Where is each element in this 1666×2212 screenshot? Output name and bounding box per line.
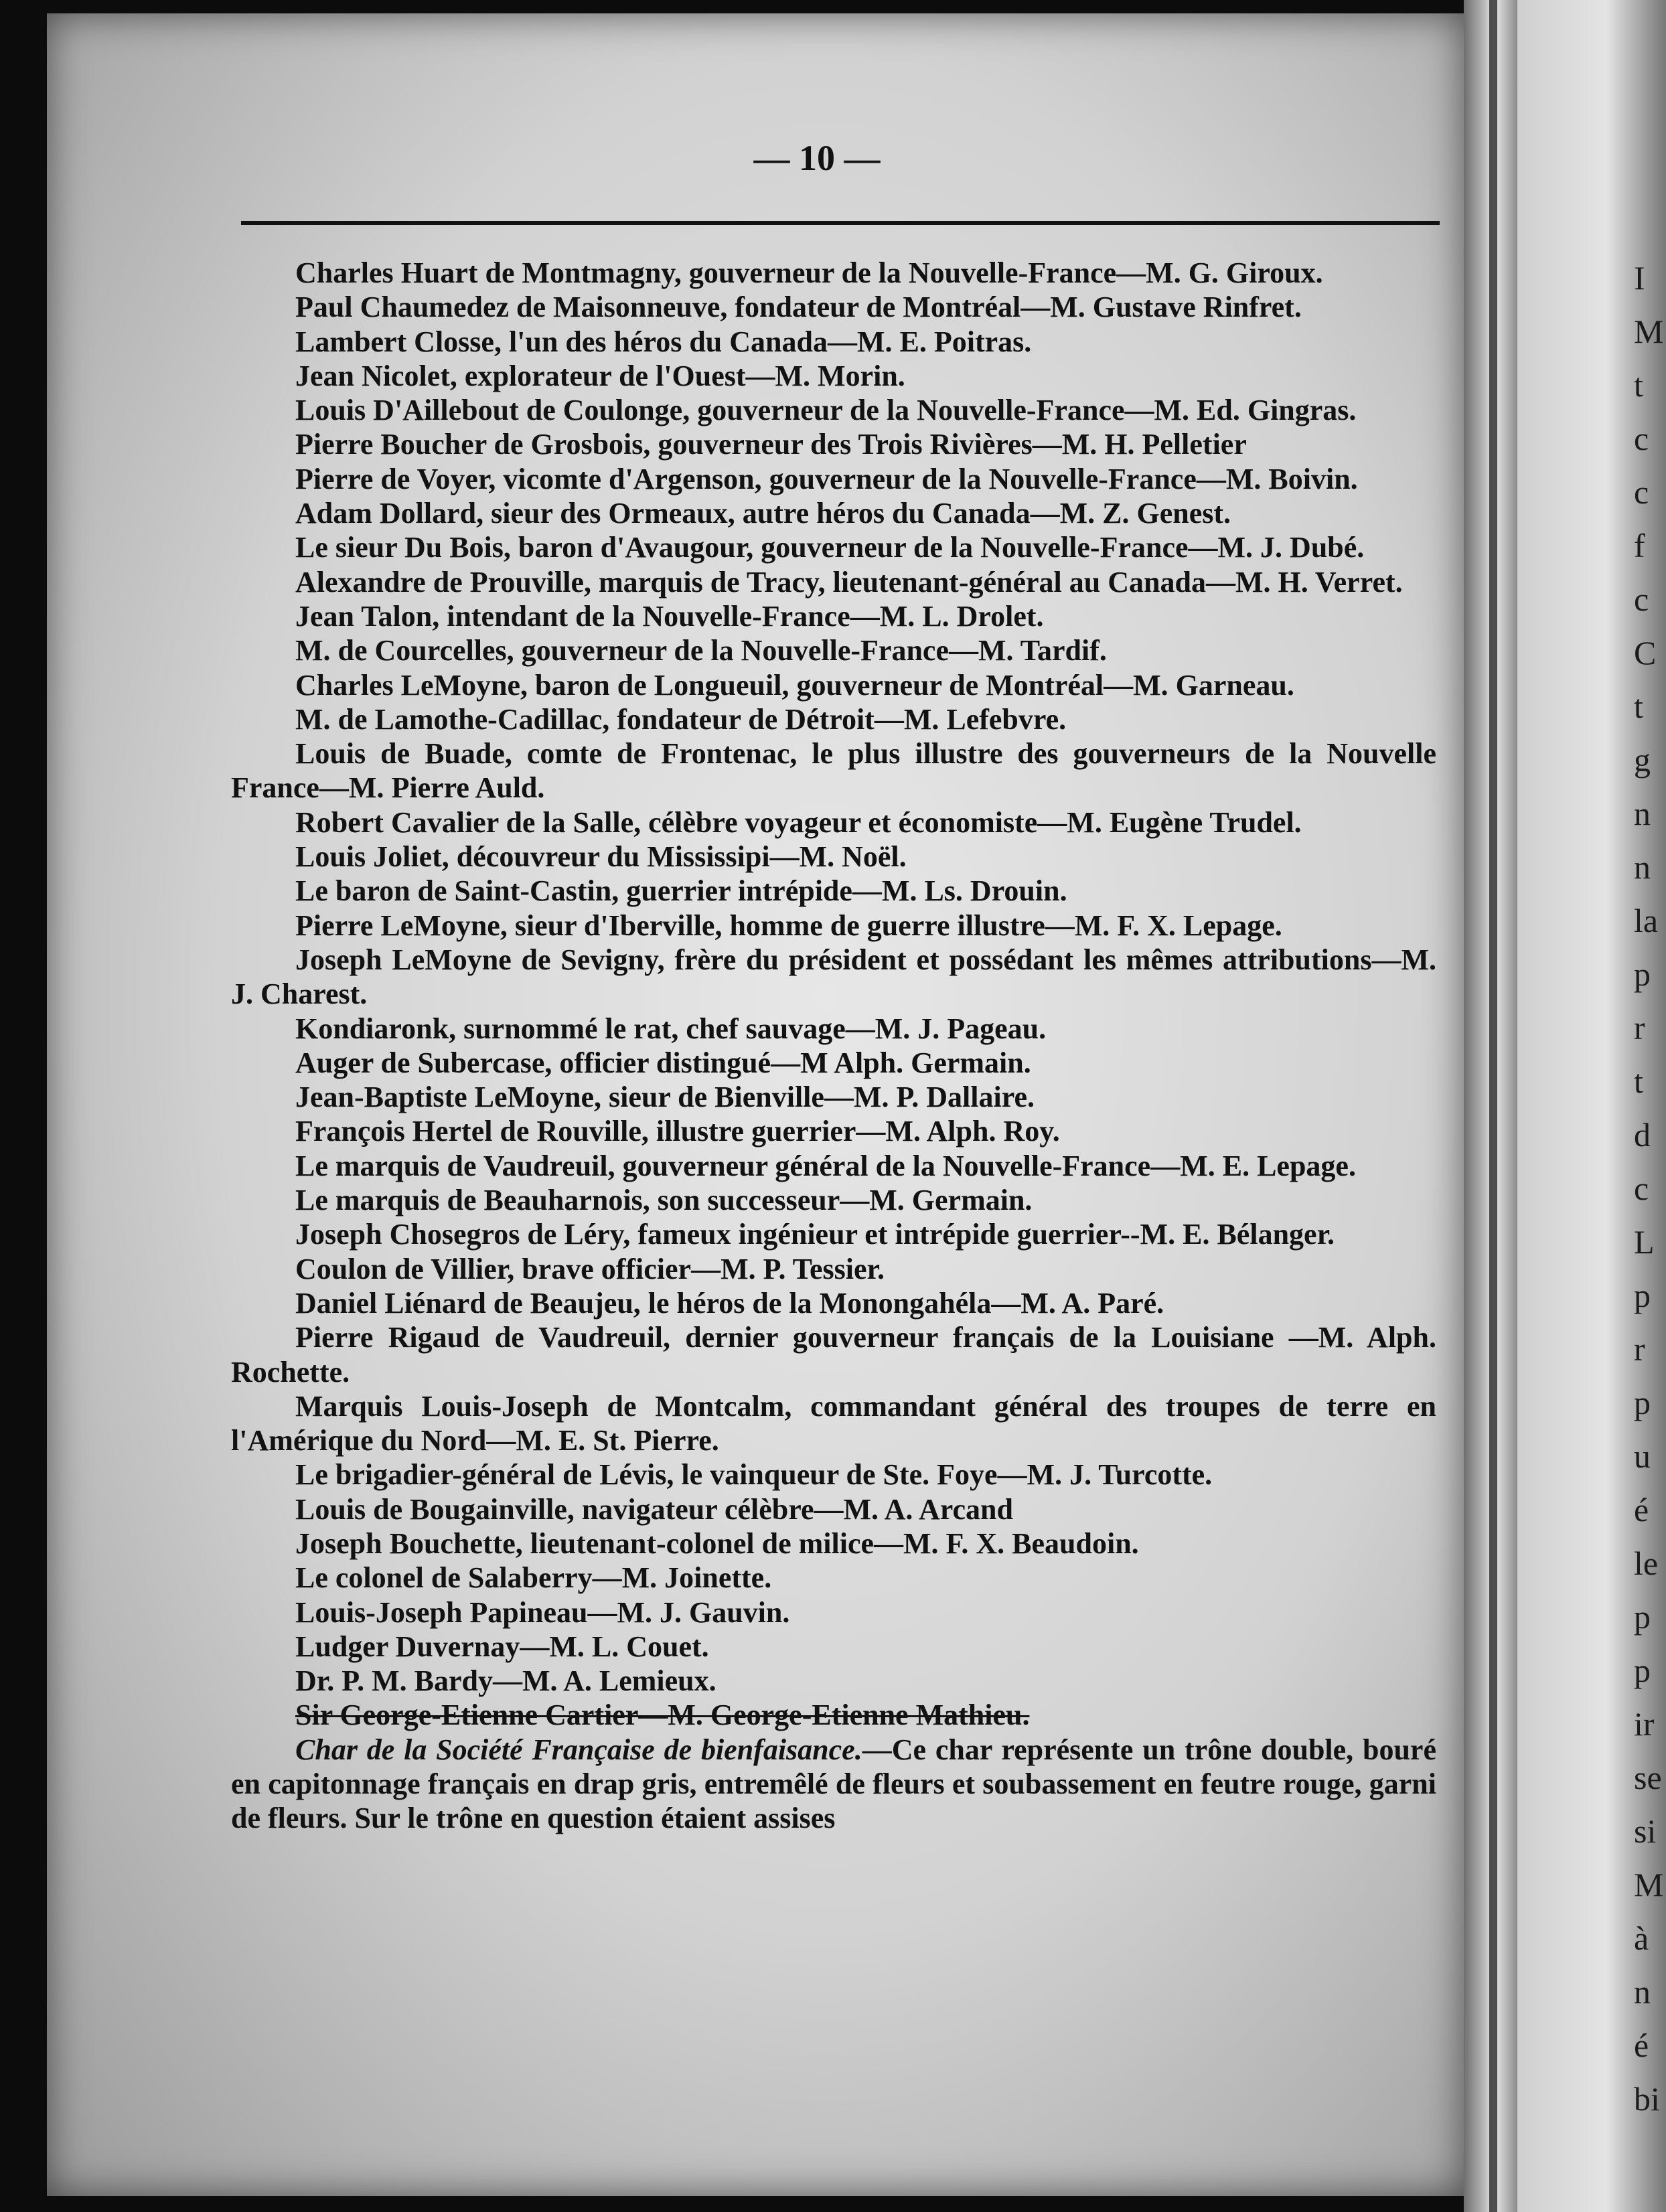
entry-line: Pierre LeMoyne, sieur d'Iberville, homme de guerre illustre—M. F. X. Lepage.	[295, 908, 1282, 942]
entry-line: Lambert Closse, l'un des héros du Canada—M. E. Poitras.	[295, 325, 1032, 358]
facing-page-fragment: I	[1634, 259, 1645, 297]
entry-line: Le sieur Du Bois, baron d'Avaugour, gouverneur de la Nouvelle-France—M. J. Dubé.	[295, 531, 1365, 564]
entry-line: Ludger Duvernay—M. L. Couet.	[295, 1630, 709, 1663]
facing-page-fragment: é	[1634, 2027, 1649, 2064]
entry-line: Pierre Rigaud de Vaudreuil, dernier gouverneur français de la Louisiane —M. Alph. Rochette.	[231, 1321, 1436, 1389]
header-rule	[241, 221, 1440, 225]
entry-line: Alexandre de Prouville, marquis de Tracy, lieutenant-général au Canada—M. H. Verret.	[295, 565, 1403, 599]
facing-page-fragment: t	[1634, 366, 1643, 404]
facing-page-fragment: p	[1634, 1652, 1651, 1689]
entry-line: Marquis Louis-Joseph de Montcalm, commandant général des troupes de terre en l'Amérique du Nord—M. E. St. Pierre.	[231, 1389, 1436, 1457]
facing-page-fragment: c	[1634, 580, 1649, 618]
entry-line: Jean Nicolet, explorateur de l'Ouest—M. Morin.	[295, 359, 905, 392]
entry-line: Joseph LeMoyne de Sevigny, frère du président et possédant les mêmes attributions—M. J. Charest.	[231, 943, 1436, 1011]
facing-page-fragment: n	[1634, 1973, 1651, 2010]
entry-line: Le marquis de Beauharnois, son successeur—M. Germain.	[295, 1184, 1033, 1217]
facing-page-fragment: r	[1634, 1009, 1645, 1046]
entry-line: Charles Huart de Montmagny, gouverneur de la Nouvelle-France—M. G. Giroux.	[295, 256, 1323, 289]
entry-line: Le baron de Saint-Castin, guerrier intrépide—M. Ls. Drouin.	[295, 874, 1067, 908]
gutter-shadow	[1489, 0, 1497, 2212]
page-number: — 10 —	[753, 138, 881, 178]
entry-line: Le colonel de Salaberry—M. Joinette.	[295, 1561, 772, 1595]
facing-page-fragment: d	[1634, 1116, 1651, 1154]
closing-paragraph	[231, 1733, 1436, 1836]
entry-line: François Hertel de Rouville, illustre guerrier—M. Alph. Roy.	[295, 1115, 1060, 1148]
facing-page-fragment: p	[1634, 1277, 1651, 1314]
entry-line: Pierre de Voyer, vicomte d'Argenson, gouverneur de la Nouvelle-France—M. Boivin.	[295, 462, 1358, 495]
entry-line: Charles LeMoyne, baron de Longueuil, gouverneur de Montréal—M. Garneau.	[295, 668, 1294, 702]
facing-page-fragment: bi	[1634, 2080, 1660, 2118]
facing-page-fragment: t	[1634, 688, 1643, 725]
entry-line: Robert Cavalier de la Salle, célèbre voyageur et économiste—M. Eugène Trudel.	[295, 805, 1302, 839]
facing-page-fragment: L	[1634, 1223, 1655, 1261]
facing-page-fragment: c	[1634, 473, 1649, 511]
entry-line: Daniel Liénard de Beaujeu, le héros de la Monongahéla—M. A. Paré.	[295, 1286, 1164, 1320]
entry-line: Jean Talon, intendant de la Nouvelle-France—M. L. Drolet.	[295, 599, 1044, 633]
entries-list	[231, 256, 1436, 1836]
facing-page-fragment: si	[1634, 1812, 1657, 1850]
entry-line: Louis de Bougainville, navigateur célèbre—M. A. Arcand	[295, 1492, 1013, 1526]
facing-page-fragment: M	[1634, 313, 1664, 350]
facing-page-fragment: p	[1634, 1384, 1651, 1421]
facing-page-fragment: é	[1634, 1491, 1649, 1528]
entry-line: Auger de Subercase, officier distingué—M Alph. Germain.	[295, 1046, 1031, 1079]
entry-line: Joseph Bouchette, lieutenant-colonel de milice—M. F. X. Beaudoin.	[295, 1526, 1139, 1560]
entry-line: Louis de Buade, comte de Frontenac, le plus illustre des gouverneurs de la Nouvelle France—M. Pierre Auld.	[231, 737, 1436, 805]
entry-line: Pierre Boucher de Grosbois, gouverneur des Trois Rivières—M. H. Pelletier	[295, 428, 1247, 461]
facing-page-fragment: n	[1634, 795, 1651, 832]
facing-page-fragment: le	[1634, 1545, 1659, 1582]
facing-page-fragment: à	[1634, 1919, 1649, 1957]
entry-line: Sir George-Etienne Cartier—M. George-Etienne Mathieu.	[295, 1698, 1030, 1732]
facing-page-fragment: ir	[1634, 1705, 1655, 1743]
facing-page-fragment: n	[1634, 848, 1651, 886]
entry-line: Adam Dollard, sieur des Ormeaux, autre héros du Canada—M. Z. Genest.	[295, 497, 1231, 530]
facing-page-fragment: C	[1634, 634, 1657, 672]
left-page	[47, 13, 1464, 2196]
facing-page-fragment: se	[1634, 1759, 1662, 1796]
entry-line: Louis-Joseph Papineau—M. J. Gauvin.	[295, 1595, 790, 1629]
closing-text: —Ce char représente un trône double, bouré en capitonnage français en drap gris, entremêlé de fleurs et soubassement en feutre rouge, garni de fleurs. Sur le trône en question étaient assises	[231, 1733, 1436, 1835]
entry-line: M. de Lamothe-Cadillac, fondateur de Détroit—M. Lefebvre.	[295, 702, 1067, 736]
entry-line: Joseph Chosegros de Léry, fameux ingénieur et intrépide guerrier--M. E. Bélanger.	[295, 1218, 1335, 1251]
facing-page-fragment: g	[1634, 741, 1651, 779]
facing-page-fragment: c	[1634, 1170, 1649, 1207]
entry-line: Coulon de Villier, brave officier—M. P. Tessier.	[295, 1252, 885, 1285]
facing-page-fragment: p	[1634, 955, 1651, 993]
entry-line: Le marquis de Vaudreuil, gouverneur général de la Nouvelle-France—M. E. Lepage.	[295, 1149, 1356, 1182]
facing-page-fragment: p	[1634, 1598, 1651, 1636]
facing-page-fragment: r	[1634, 1330, 1645, 1368]
entry-line: Louis Joliet, découvreur du Mississipi—M. Noël.	[295, 840, 907, 874]
entry-line: M. de Courcelles, gouverneur de la Nouvelle-France—M. Tardif.	[295, 634, 1107, 667]
entry-line: Louis D'Aillebout de Coulonge, gouverneur de la Nouvelle-France—M. Ed. Gingras.	[295, 394, 1357, 427]
facing-page-fragment: M	[1634, 1866, 1664, 1903]
facing-page-fragment: f	[1634, 527, 1645, 564]
entry-line: Jean-Baptiste LeMoyne, sieur de Bienville—M. P. Dallaire.	[295, 1081, 1035, 1114]
facing-page-fragment: t	[1634, 1062, 1643, 1100]
entry-line: Le brigadier-général de Lévis, le vainqueur de Ste. Foye—M. J. Turcotte.	[295, 1458, 1213, 1492]
entry-line: Paul Chaumedez de Maisonneuve, fondateur de Montréal—M. Gustave Rinfret.	[295, 291, 1302, 324]
entry-line: Kondiaronk, surnommé le rat, chef sauvage—M. J. Pageau.	[295, 1012, 1047, 1045]
facing-page-fragment: la	[1634, 902, 1659, 939]
facing-page-fragment: c	[1634, 420, 1649, 457]
closing-lead: Char de la Société Française de bienfaisance.	[295, 1733, 862, 1766]
entry-line: Dr. P. M. Bardy—M. A. Lemieux.	[295, 1664, 716, 1698]
facing-page-fragment: u	[1634, 1437, 1651, 1475]
